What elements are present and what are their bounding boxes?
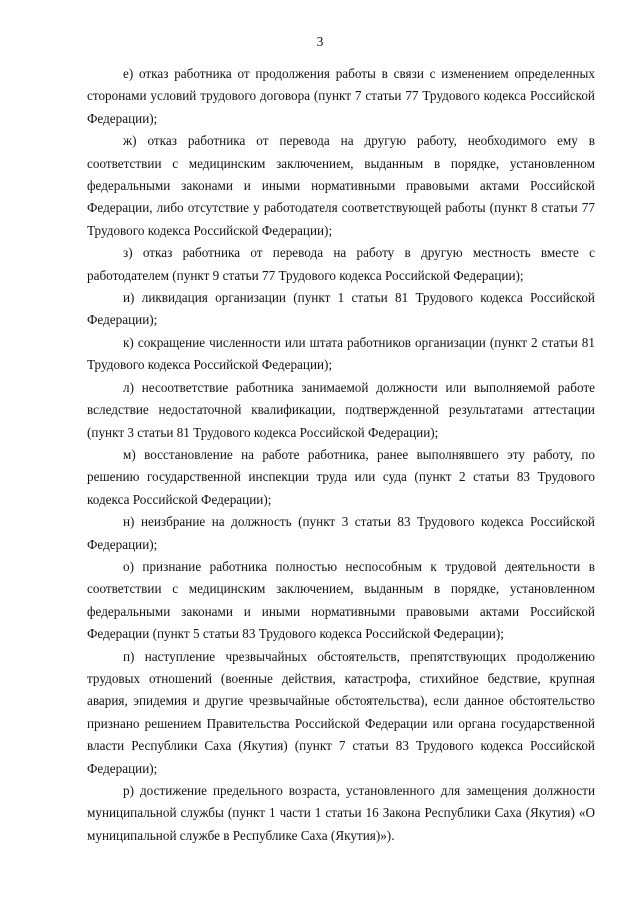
list-item-r: р) достижение предельного возраста, установленного для замещения должности муниципальной службы (пункт 1 части 1 статьи 16 Закона Республики Саха (Якутия) «О муниципальной службе в Республике Саха (Якутия)»). xyxy=(87,783,595,843)
document-body xyxy=(87,63,595,847)
list-item-p: п) наступление чрезвычайных обстоятельств, препятствующих продолжению трудовых отношений (военные действия, катастрофа, стихийное бедствие, крупная авария, эпидемия и другие чрезвычайные обстоятельства), если данное обстоятельство признано решением Правительства Российской Федерации или органа государственной власти Республики Саха (Якутия) (пункт 7 статьи 83 Трудового кодекса Российской Федерации); xyxy=(87,648,595,776)
list-item-m: м) восстановление на работе работника, ранее выполнявшего эту работу, по решению государственной инспекции труда или суда (пункт 2 статьи 83 Трудового кодекса Российской Федерации); xyxy=(87,446,595,507)
page-number: 3 xyxy=(316,34,324,49)
list-item-k: к) сокращение численности или штата работников организации (пункт 2 статьи 81 Трудового кодекса Российской Федерации); xyxy=(87,334,595,373)
list-item-e: е) отказ работника от продолжения работы в связи с изменением определенных сторонами условий трудового договора (пункт 7 статьи 77 Трудового кодекса Российской Федерации); xyxy=(87,66,595,126)
list-item-zh: ж) отказ работника от перевода на другую работу, необходимого ему в соответствии с медицинским заключением, выданным в порядке, установленном федеральными законами и иными нормативными правовыми актами Российской Федерации, либо отсутствие у работодателя соответствующей работы (пункт 8 статьи 77 Трудового кодекса Российской Федерации); xyxy=(87,133,595,238)
list-item-z: з) отказ работника от перевода на работу в другую местность вместе с работодателем (пункт 9 статьи 77 Трудового кодекса Российской Федерации); xyxy=(87,245,595,283)
list-item-n: н) неизбрание на должность (пункт 3 статьи 83 Трудового кодекса Российской Федерации); xyxy=(87,514,595,552)
list-item-o: о) признание работника полностью неспособным к трудовой деятельности в соответствии с медицинским заключением, выданным в порядке, установленном федеральными законами и иными нормативными правовыми актами Российской Федерации (пункт 5 статьи 83 Трудового кодекса Российской Федерации); xyxy=(87,558,595,642)
list-item-l: л) несоответствие работника занимаемой должности или выполняемой работе вследствие недостаточной квалификации, подтвержденной результатами аттестации (пункт 3 статьи 81 Трудового кодекса Российской Федерации); xyxy=(87,379,595,440)
list-item-i: и) ликвидация организации (пункт 1 статьи 81 Трудового кодекса Российской Федерации); xyxy=(87,290,595,328)
